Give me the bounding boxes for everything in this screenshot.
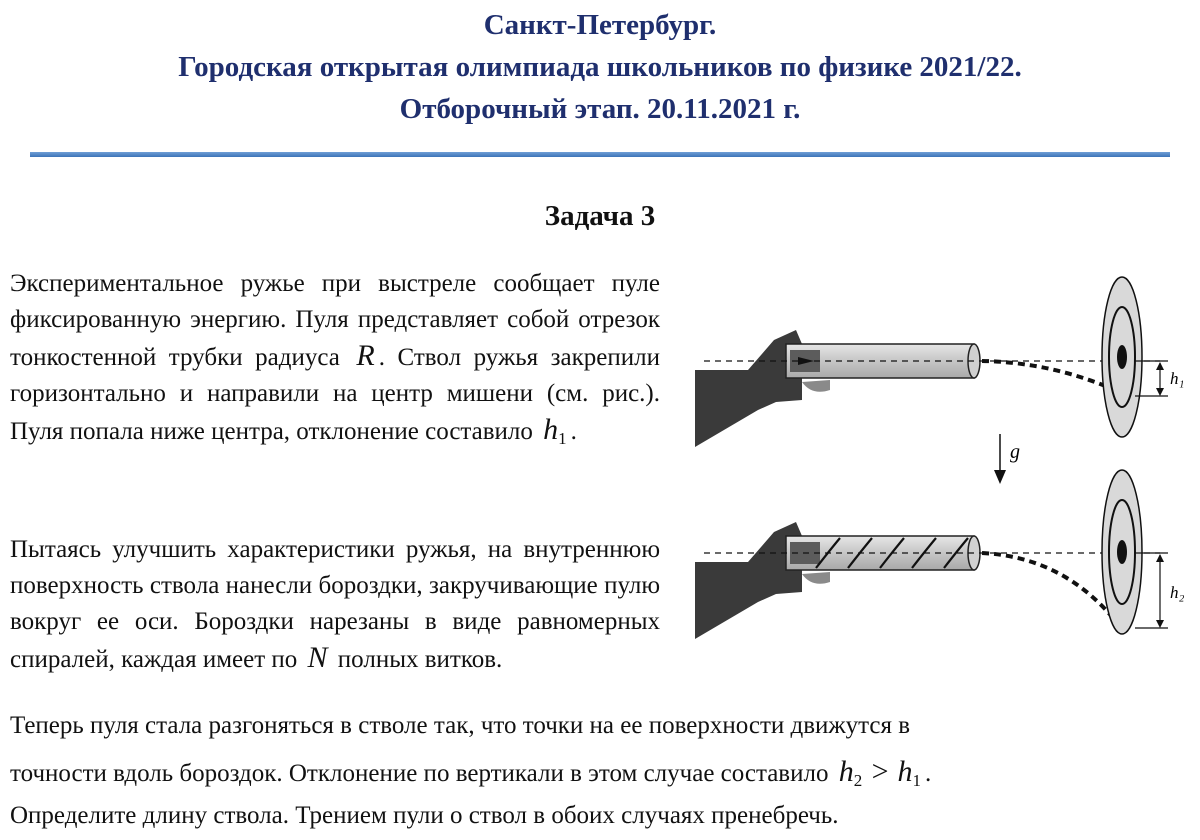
h1-label: h₁ bbox=[1170, 369, 1185, 388]
text-line-3: Определите длину ствола. Трением пули о ствол в обоих случаях пренебречь. bbox=[10, 802, 839, 829]
rifle-bottom bbox=[695, 522, 980, 639]
h1-arrow-down-icon bbox=[1156, 388, 1164, 396]
variable-N: N bbox=[307, 641, 328, 674]
trigger-guard-bottom-icon bbox=[802, 572, 830, 584]
variable-h1 bbox=[539, 413, 571, 446]
h2-label: h₂ bbox=[1170, 583, 1185, 602]
h2-arrow-up-icon bbox=[1156, 554, 1164, 562]
paragraph-1-text-a: Экспериментальное ружье при выстреле сообщает пуле фиксированную энергию. Пуля представляет собой отрезок тонкостенной трубки радиуса bbox=[10, 270, 660, 371]
h1-letter: h bbox=[543, 413, 559, 446]
h2-letter: h bbox=[838, 755, 854, 788]
h2-arrow-down-icon bbox=[1156, 620, 1164, 628]
trajectory-top bbox=[982, 361, 1115, 390]
header bbox=[0, 4, 1200, 130]
paragraph-1-end: . bbox=[570, 418, 577, 445]
task-title: Задача 3 bbox=[544, 200, 656, 232]
h1-arrow-up-icon bbox=[1156, 362, 1164, 370]
text-line-2-end: . bbox=[924, 760, 932, 787]
text-line-1: Теперь пуля стала разгоняться в стволе так, что точки на ее поверхности движутся в bbox=[10, 712, 911, 739]
h1-letter-2: h bbox=[897, 755, 913, 788]
text-line-2 bbox=[10, 752, 1195, 801]
text-line-2-body: точности вдоль бороздок. Отклонение по вертикали в этом случае составило bbox=[10, 760, 829, 787]
target-bottom-icon bbox=[1102, 470, 1142, 634]
h1-subscript-2: 1 bbox=[912, 771, 921, 790]
gravity-arrow-icon bbox=[994, 470, 1006, 484]
header-stage-date: Отборочный этап. 20.11.2021 г. bbox=[399, 93, 801, 125]
formula-h2-gt-h1 bbox=[835, 755, 925, 788]
rifle-top bbox=[695, 330, 980, 447]
h2-subscript: 2 bbox=[853, 771, 863, 790]
trajectory-bottom bbox=[982, 553, 1118, 624]
paragraph-1-text-b: . Ствол ружья закрепили горизонтально и направили на центр мишени (см. рис.). Пуля попала ниже центра, отклонение составило bbox=[10, 344, 660, 445]
gravity-label: g bbox=[1010, 441, 1020, 463]
paragraph-2-text-b: полных витков. bbox=[337, 646, 503, 673]
paragraph-2-text-a: Пытаясь улучшить характеристики ружья, на внутреннюю поверхность ствола нанесли бороздки, закручивающие пулю вокруг ее оси. Бороздки нарезаны в виде равномерных спиралей, каждая имеет по bbox=[10, 536, 660, 673]
h1-subscript: 1 bbox=[558, 429, 567, 448]
trigger-guard-top-icon bbox=[802, 380, 830, 392]
target-top-icon bbox=[1102, 277, 1142, 437]
paragraph-1 bbox=[10, 266, 660, 457]
greater-than-sign: > bbox=[862, 755, 898, 788]
header-city: Санкт-Петербург. bbox=[483, 9, 717, 41]
variable-R: R bbox=[356, 339, 375, 372]
header-olympiad: Городская открытая олимпиада школьников по физике 2021/22. bbox=[178, 51, 1022, 83]
header-divider bbox=[30, 152, 1170, 157]
rifle-target-figure bbox=[690, 262, 1195, 662]
paragraph-2 bbox=[10, 532, 660, 678]
